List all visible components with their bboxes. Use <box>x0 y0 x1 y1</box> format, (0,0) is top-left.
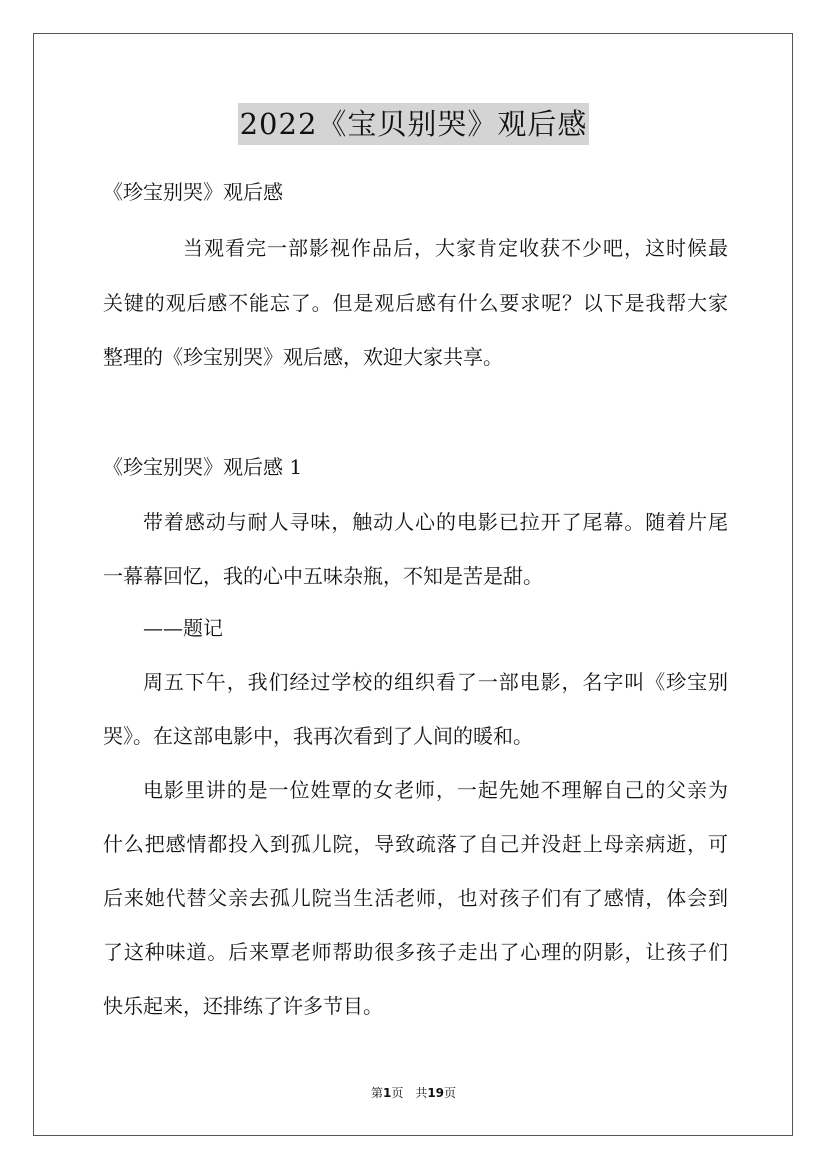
para3-line-1: 电影里讲的是一位姓覃的女老师，一起先她不理解自己的父亲为 <box>143 778 728 802</box>
page-footer <box>0 1084 827 1101</box>
section-heading: 《珍宝别哭》观后感 1 <box>103 455 303 479</box>
para3-line-5: 快乐起来，还排练了许多节目。 <box>103 994 383 1018</box>
para1-line-1: 带着感动与耐人寻味，触动人心的电影已拉开了尾幕。随着片尾 <box>143 510 728 534</box>
epigraph: ——题记 <box>143 616 223 640</box>
title-container <box>0 103 827 145</box>
footer-mid: 页 共 <box>391 1086 428 1100</box>
footer-current-page: 1 <box>382 1086 392 1100</box>
para2-line-2: 哭》。在这部电影中，我再次看到了人间的暖和。 <box>103 724 533 748</box>
footer-suffix: 页 <box>444 1086 457 1100</box>
para1-line-2: 一幕幕回忆，我的心中五味杂瓶，不知是苦是甜。 <box>103 564 543 588</box>
footer-prefix: 第 <box>370 1086 383 1100</box>
para3-line-4: 了这种味道。后来覃老师帮助很多孩子走出了心理的阴影，让孩子们 <box>103 940 728 964</box>
intro-line-3: 整理的《珍宝别哭》观后感，欢迎大家共享。 <box>103 345 503 369</box>
document-title: 2022《宝贝别哭》观后感 <box>238 103 590 145</box>
intro-line-2: 关键的观后感不能忘了。但是观后感有什么要求呢？以下是我帮大家 <box>103 291 728 315</box>
para2-line-1: 周五下午，我们经过学校的组织看了一部电影，名字叫《珍宝别 <box>143 670 728 694</box>
intro-line-1: 当观看完一部影视作品后，大家肯定收获不少吧，这时候最 <box>183 236 728 260</box>
para3-line-3: 后来她代替父亲去孤儿院当生活老师，也对孩子们有了感情，体会到 <box>103 886 728 910</box>
para3-line-2: 什么把感情都投入到孤儿院，导致疏落了自己并没赶上母亲病逝，可 <box>103 832 728 856</box>
subtitle: 《珍宝别哭》观后感 <box>103 180 283 204</box>
footer-total-pages: 19 <box>427 1086 445 1100</box>
